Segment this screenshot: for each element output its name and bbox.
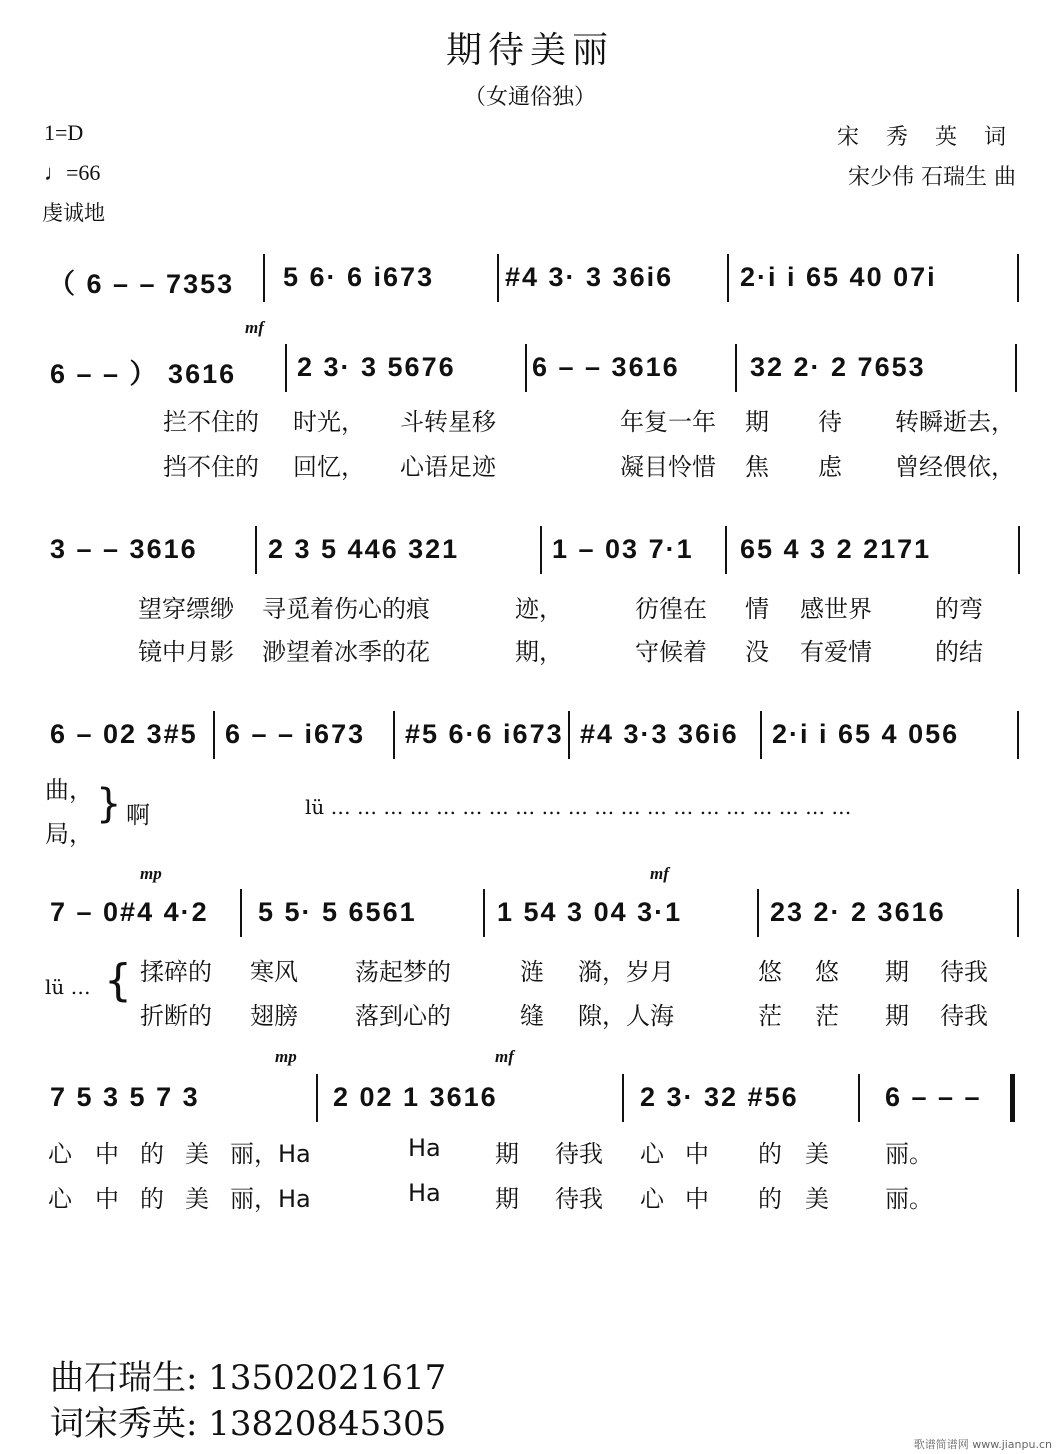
key-signature: 1=D (44, 120, 84, 145)
barline (1017, 889, 1019, 937)
lyric: 时光， (293, 408, 365, 436)
barline (1017, 254, 1019, 302)
barline (213, 711, 215, 759)
lyric: 没 (745, 638, 769, 666)
final-barline (1010, 1074, 1015, 1122)
lyric: 心 (640, 1140, 664, 1168)
measure: 1 – 03 7·1 (552, 534, 694, 564)
lyric: 漪，岁月 (578, 958, 674, 986)
lyric: Ha (408, 1134, 441, 1162)
lyric: 期， (515, 638, 563, 666)
measure: 32 2· 2 7653 (750, 352, 926, 382)
barline (760, 711, 762, 759)
lyric: 荡起梦的 (355, 958, 451, 986)
barline (725, 526, 727, 574)
measure: 7 – 0#4 4·2 (50, 897, 209, 927)
measure: #4 3·3 36i6 (580, 719, 739, 749)
lyric: 有爱情 (800, 638, 872, 666)
lyric: 的弯 (935, 595, 983, 623)
measure: 6 – – i673 (225, 719, 366, 749)
lyric: 中 (95, 1140, 119, 1168)
lyric: lü … … … … … … … … … … … … … … … … … … … … (305, 795, 852, 819)
measure: #5 6·6 i673 (405, 719, 564, 749)
composer-credit: 宋少伟 石瑞生 曲 (848, 165, 1016, 190)
lyric: 丽，Ha (230, 1185, 311, 1213)
lyric: 待我 (940, 1002, 988, 1030)
lyric: 寒风 (250, 958, 298, 986)
lyric-prefix: lü … (45, 975, 91, 999)
measure: 6 – – 3616 (532, 352, 680, 382)
lyric: 丽。 (885, 1185, 933, 1213)
dynamic-marking: mf (650, 864, 669, 883)
lyric: 的 (758, 1185, 782, 1213)
barline (1018, 526, 1020, 574)
dynamic-marking: mf (245, 318, 264, 337)
composer-contact: 曲石瑞生: 13502021617 (50, 1358, 447, 1398)
lyric: 守候着 (635, 638, 707, 666)
lyric: 翅膀 (250, 1002, 298, 1030)
barline (240, 889, 242, 937)
lyricist-contact: 词宋秀英: 13820845305 (50, 1404, 447, 1444)
lyric: 丽。 (885, 1140, 933, 1168)
lyric: 挡不住的 (163, 453, 259, 481)
lyric: 美 (185, 1140, 209, 1168)
lyric: 凝目怜惜 (620, 453, 716, 481)
score-subtitle: （女通俗独） (463, 85, 596, 110)
lyric: 啊 (126, 801, 150, 829)
measure: 7 5 3 5 7 3 (50, 1082, 200, 1112)
lyric: 待我 (555, 1185, 603, 1213)
lyric: 心语足迹 (400, 453, 496, 481)
dynamic-marking: mf (495, 1047, 514, 1066)
lyric: 揉碎的 (140, 958, 212, 986)
lyric: 心 (48, 1140, 72, 1168)
lyric: 待 (818, 408, 842, 436)
watermark: 歌谱简谱网 www.jianpu.cn (913, 1438, 1052, 1451)
lyric: 期 (885, 958, 909, 986)
lyric: 待我 (555, 1140, 603, 1168)
measure: 6 – 02 3#5 (50, 719, 198, 749)
measure: 2 3 5 446 321 (268, 534, 460, 564)
lyric: 隙，人海 (578, 1002, 674, 1030)
lyric: 的 (758, 1140, 782, 1168)
lyric: 迹， (515, 595, 563, 623)
barline (393, 711, 395, 759)
lyric: 曾经偎依， (895, 453, 1015, 481)
measure: #4 3· 3 36i6 (505, 262, 674, 292)
lyric: 曲， (45, 776, 93, 804)
lyric: 心 (640, 1185, 664, 1213)
lyric: 心 (48, 1185, 72, 1213)
measure: 6 – – ） 3616 (50, 359, 237, 389)
lyric: 期 (745, 408, 769, 436)
lyric: 待我 (940, 958, 988, 986)
score-title: 期待美丽 (445, 30, 614, 71)
lyric: 拦不住的 (163, 408, 259, 436)
lyricist-credit: 宋 秀 英 词 (837, 125, 1016, 150)
lyric: 涟 (520, 958, 544, 986)
lyric: 美 (805, 1185, 829, 1213)
barline (568, 711, 570, 759)
lyric: 中 (95, 1185, 119, 1213)
lyric: 斗转星移 (400, 408, 496, 436)
barline (255, 526, 257, 574)
barline (622, 1074, 624, 1122)
lyric: 望穿缥缈 (138, 595, 234, 623)
barline (757, 889, 759, 937)
barline (263, 254, 265, 302)
barline (858, 1074, 860, 1122)
lyric: 缝 (520, 1002, 544, 1030)
lyric: 期 (885, 1002, 909, 1030)
lyric: 回忆， (293, 453, 365, 481)
lyric: 期 (495, 1185, 519, 1213)
lyric: 茫 (815, 1002, 839, 1030)
lyric: 年复一年 (620, 408, 716, 436)
lyric: 茫 (758, 1002, 782, 1030)
barline (497, 254, 499, 302)
lyric: 渺望着冰季的花 (262, 638, 430, 666)
tempo-marking: ♩=66 (44, 160, 101, 185)
measure: 2 3· 3 5676 (297, 352, 456, 382)
lyric: 的 (140, 1185, 164, 1213)
lyric: 感世界 (800, 595, 872, 623)
barline (727, 254, 729, 302)
expression-marking: 虔诚地 (42, 201, 105, 225)
lyric: 镜中月影 (138, 638, 234, 666)
measure: 3 – – 3616 (50, 534, 198, 564)
measure: 6 – – – (885, 1082, 982, 1112)
barline (735, 344, 737, 392)
measure: （ 6 – – 7353 (48, 269, 235, 299)
lyric: 悠 (758, 958, 782, 986)
measure: 23 2· 2 3616 (770, 897, 946, 927)
lyric: 虑 (818, 453, 842, 481)
lyric: 局， (45, 820, 93, 848)
lyric: Ha (408, 1179, 441, 1207)
measure: 5 5· 5 6561 (258, 897, 417, 927)
lyric: 的 (140, 1140, 164, 1168)
lyric: 转瞬逝去， (895, 408, 1015, 436)
barline (1017, 711, 1019, 759)
lyric: 丽，Ha (230, 1140, 311, 1168)
barline (316, 1074, 318, 1122)
measure: 1 54 3 04 3·1 (497, 897, 683, 927)
measure: 2 02 1 3616 (333, 1082, 498, 1112)
lyric: 落到心的 (355, 1002, 451, 1030)
lyric: 美 (185, 1185, 209, 1213)
lyric: 寻觅着伤心的痕 (262, 595, 430, 623)
lyric: 中 (685, 1140, 709, 1168)
barline (483, 889, 485, 937)
measure: 5 6· 6 i673 (283, 262, 435, 292)
lyric: 的结 (935, 638, 983, 666)
barline (285, 344, 287, 392)
lyric: 焦 (745, 453, 769, 481)
barline (1015, 344, 1017, 392)
measure: 2 3· 32 #56 (640, 1082, 799, 1112)
lyric: 折断的 (140, 1002, 212, 1030)
lyric: 期 (495, 1140, 519, 1168)
lyric: 悠 (815, 958, 839, 986)
dynamic-marking: mp (275, 1047, 297, 1066)
measure: 65 4 3 2 2171 (740, 534, 932, 564)
brace: { (104, 955, 132, 1006)
lyric: 中 (685, 1185, 709, 1213)
barline (540, 526, 542, 574)
lyric: 彷徨在 (635, 595, 707, 623)
lyric: 美 (805, 1140, 829, 1168)
lyric: 情 (745, 595, 769, 623)
barline (525, 344, 527, 392)
measure: 2·i i 65 4 056 (772, 719, 960, 749)
dynamic-marking: mp (140, 864, 162, 883)
measure: 2·i i 65 40 07i (740, 262, 937, 292)
brace: } (96, 781, 122, 827)
